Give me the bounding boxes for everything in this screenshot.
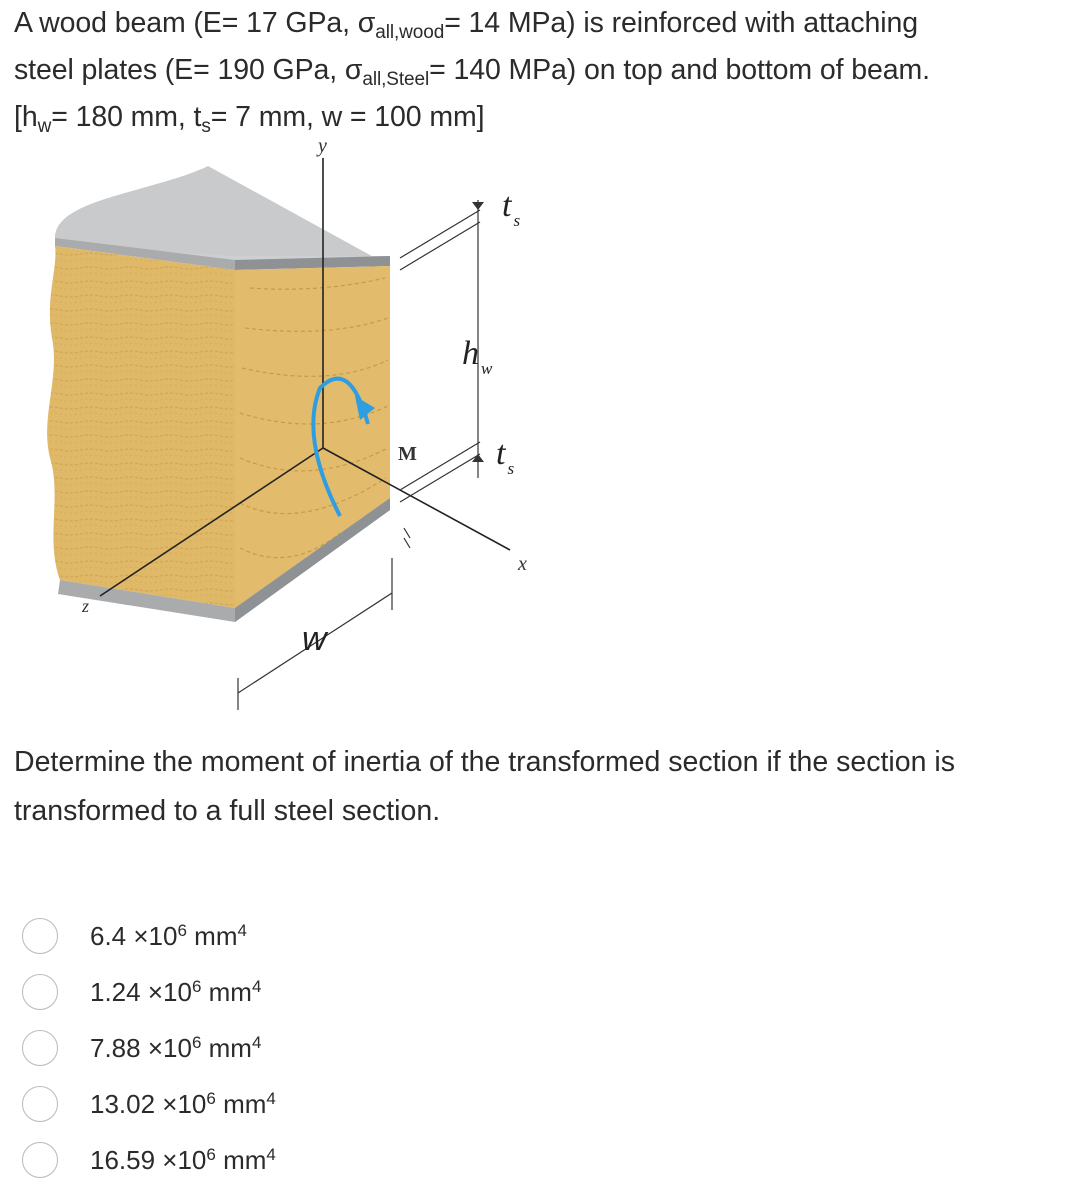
problem-line-2-tail: = 140 MPa) on top and bottom of beam. bbox=[429, 54, 930, 86]
question-text: Determine the moment of inertia of the transformed section if the section is transformed to a full steel section. bbox=[14, 746, 955, 827]
width-label: w bbox=[302, 620, 327, 658]
radio-option-1[interactable] bbox=[22, 918, 58, 954]
option-1-label: $6.4 \times 10^6$ $mm^4$ bbox=[90, 920, 247, 951]
moment-label: M bbox=[398, 443, 417, 465]
problem-line-1 bbox=[14, 0, 1074, 47]
radio-option-3[interactable] bbox=[22, 1030, 58, 1066]
dims-part-3: = 7 mm, w = 100 mm] bbox=[210, 101, 485, 133]
problem-line-1-tail: = 14 MPa) is reinforced with attaching bbox=[444, 7, 918, 39]
option-1[interactable] bbox=[22, 908, 622, 964]
wood-left-face bbox=[47, 246, 235, 608]
z-axis-label: z bbox=[82, 596, 90, 616]
beam-cross-section-figure bbox=[0, 138, 560, 718]
problem-line-1-text: A wood beam (E= 17 GPa, σ bbox=[14, 7, 376, 39]
dims-sub-w: w bbox=[37, 116, 52, 137]
dims-part-1: [h bbox=[14, 101, 38, 133]
problem-line-2 bbox=[14, 47, 1074, 94]
y-axis-label: y bbox=[318, 138, 327, 157]
ts-top-label: t $_s$ bbox=[502, 187, 521, 230]
sigma-steel-subscript: all,Steel bbox=[362, 69, 430, 90]
radio-option-5[interactable] bbox=[22, 1142, 58, 1178]
ts-top-arrow bbox=[472, 202, 484, 210]
sigma-wood-subscript: all,wood bbox=[375, 22, 445, 43]
option-3-label: $7.88 \times 10^6$ $mm^4$ bbox=[90, 1032, 262, 1063]
problem-line-3 bbox=[14, 94, 1074, 141]
problem-line-2-text: steel plates (E= 190 GPa, σ bbox=[14, 54, 363, 86]
option-4[interactable] bbox=[22, 1076, 622, 1132]
problem-statement bbox=[14, 0, 1074, 141]
dims-part-2: = 180 mm, t bbox=[51, 101, 202, 133]
radio-option-4[interactable] bbox=[22, 1086, 58, 1122]
dims-sub-s: s bbox=[201, 116, 211, 137]
option-2-label: $1.24 \times 10^6$ $mm^4$ bbox=[90, 976, 262, 1007]
option-5-label: $16.59 \times 10^6$ $mm^4$ bbox=[90, 1144, 276, 1175]
x-axis-label: x bbox=[518, 553, 527, 575]
hw-label: h $_w$ bbox=[462, 335, 493, 378]
option-2[interactable] bbox=[22, 964, 622, 1020]
option-4-label: $13.02 \times 10^6$ $mm^4$ bbox=[90, 1088, 276, 1119]
answer-options bbox=[22, 908, 622, 1188]
ts-bottom-label: t $_s$ bbox=[496, 435, 515, 478]
option-5[interactable] bbox=[22, 1132, 622, 1188]
radio-option-2[interactable] bbox=[22, 974, 58, 1010]
option-3[interactable] bbox=[22, 1020, 622, 1076]
